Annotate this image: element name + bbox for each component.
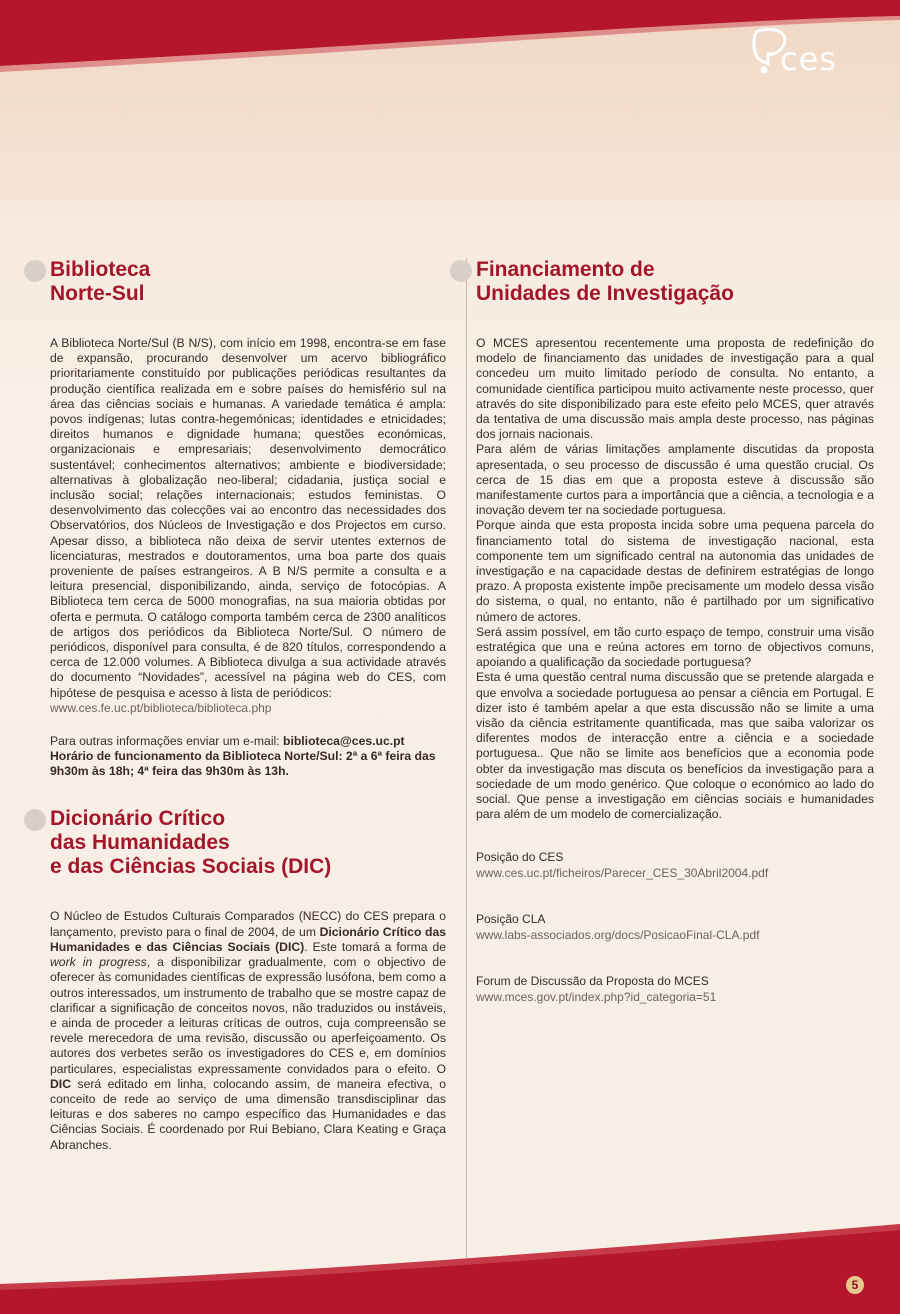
opening-hours: Horário de funcionamento da Biblioteca Norte/Sul: 2ª a 6ª feira das 9h30m às 18h; 4ª feira das 9h30m às 13h. <box>50 749 436 779</box>
link-block <box>476 849 874 881</box>
link-block <box>476 973 874 1005</box>
heading-bullet-icon <box>24 260 46 282</box>
link-url[interactable]: www.labs-associados.org/docs/PosicaoFinal-CLA.pdf <box>476 927 760 942</box>
email-link[interactable]: biblioteca@ces.uc.pt <box>283 733 405 748</box>
dic-text: . Este tomará a forma de <box>304 939 447 954</box>
financiamento-paragraph: Esta é uma questão central numa discussão que se pretende alargada e que envolva a sociedade portuguesa ao pensar a ciência em Portugal. E dizer isto é também apelar a que esta discussão não se limite a uma visão da ciência estritamente quantificada, mas que saiba valorizar os diferentes modos de interacção entre a ciência e a sociedade portuguesa.. Que não se limite aos benefícios que a economia pode obter da investigação mas discuta os benefícios da investigação para a sociedade de um modo genérico. Que coloque o económico ao lado do social. Que pense a investigação em ciências sociais e humanidades para além de um modelo de comercialização. <box>476 670 874 822</box>
link-label: Posição do CES <box>476 849 564 864</box>
heading-line: Dicionário Crítico <box>50 807 226 831</box>
left-column <box>50 258 446 1153</box>
section-heading-dic <box>50 807 446 879</box>
dic-text: O Núcleo de Estudos Culturais Comparados (NECC) do CES prepara o lançamento, previsto para o final de 2004, de um <box>50 909 446 939</box>
link-url[interactable]: www.ces.uc.pt/ficheiros/Parecer_CES_30Abril2004.pdf <box>476 865 769 880</box>
dic-paragraph <box>50 909 446 1152</box>
dic-italic: work in progress <box>50 955 147 970</box>
financiamento-body <box>476 336 874 823</box>
info-prefix: Para outras informações enviar um e-mail: <box>50 733 284 748</box>
link-block <box>476 911 874 943</box>
biblioteca-body <box>50 336 446 716</box>
dic-title-bold: Dicionário Crítico das Humanidades e das Ciências Sociais (DIC) <box>50 924 446 954</box>
heading-line: das Humanidades <box>50 831 230 855</box>
heading-line: e das Ciências Sociais (DIC) <box>50 855 332 879</box>
heading-line: Financiamento de <box>476 258 655 281</box>
ces-logo <box>750 26 850 86</box>
heading-line: Norte-Sul <box>50 282 145 305</box>
financiamento-paragraph: Porque ainda que esta proposta incida sobre uma pequena parcela do financiamento total do sistema de investigação nacional, esta componente tem um significado central na autonomia das unidades de investigação e na capacidade destas de definirem estratégias de longo prazo. A proposta existente impõe precisamente um modelo dessa visão do sistema, o qual, no entanto, não é partilhado por um significativo número de actores. <box>476 518 874 624</box>
heading-line: Unidades de Investigação <box>476 282 734 305</box>
biblioteca-paragraph: A Biblioteca Norte/Sul (B N/S), com início em 1998, encontra-se em fase de expansão, procurando desenvolver um acervo bibliográfico prioritariamente constituído por publicações periódicas resultantes da produção científica realizada em e sobre países do hemisfério sul na área das ciências sociais e humanas. A variedade temática é ampla: povos indígenas; lutas contra-hegemónicas; identidades e etnicidades; direitos humanos e dignidade humana; questões económicas, organizacionais e empresariais; desenvolvimento democrático sustentável; conhecimentos alternativos; ambiente e biodiversidade; alternativas à globalização neo-liberal; cidadania, justiça social e inclusão social; relações internacionais; estudos feministas. O desenvolvimento das colecções vai ao encontro das necessidades dos Observatórios, dos Núcleos de Investigação e dos Projectos em curso. Apesar disso, a biblioteca não deixa de servir utentes externos de licenciaturas, mestrados e doutoramentos, uma boa parte dos quais proveniente de países estrangeiros. A B N/S permite a consulta e a leitura presencial, disponibilizando, ainda, serviço de fotocópias. A Biblioteca tem cerca de 5000 monografias, na sua maioria obtidas por oferta e permuta. O catálogo comporta também cerca de 2300 analíticos de artigos dos periódicos da Biblioteca Norte/Sul. O número de periódicos, disponível para consulta, é de 820 títulos, correspondendo a cerca de 12.000 volumes. A Biblioteca divulga a sua actividade através do documento “Novidades”, acessível na página web do CES, com hipótese de pesquisa e acesso à lista de periódicos: <box>50 336 446 700</box>
biblioteca-info <box>50 734 446 780</box>
financiamento-paragraph: Será assim possível, em tão curto espaço de tempo, construir uma visão estratégica que una e reúna actores em torno de objectivos comuns, apoiando a qualificação da sociedade portuguesa? <box>476 624 874 670</box>
page-number-badge: 5 <box>846 1276 864 1294</box>
heading-line: Biblioteca <box>50 258 151 281</box>
link-url[interactable]: www.mces.gov.pt/index.php?id_categoria=51 <box>476 989 717 1004</box>
link-label: Posição CLA <box>476 911 546 926</box>
dic-section <box>50 807 446 1152</box>
footer-swoosh <box>0 1204 900 1314</box>
dic-text: , a disponibilizar gradualmente, com o objectivo de oferecer às comunidades científicas de expressão lusófona, bem como a outros interessados, um instrumento de trabalho que se mostre capaz de clarificar a significação de conceitos novos, não traduzidos ou instáveis, e ainda de proceder a leituras críticas de outros, cuja compreensão se revele merecedora de uma revisão, discussão ou aperfeiçoamento. Os autores dos verbetes serão os investigadores do CES e, em domínios particulares, especialistas expressamente convidados para o efeito. O <box>50 955 446 1076</box>
dic-body <box>50 909 446 1152</box>
right-column <box>476 258 874 1005</box>
link-label: Forum de Discussão da Proposta do MCES <box>476 973 709 988</box>
biblioteca-url[interactable]: www.ces.fe.uc.pt/biblioteca/biblioteca.php <box>50 700 272 715</box>
section-heading-financiamento <box>476 258 874 306</box>
column-divider <box>466 258 467 1258</box>
dic-abbrev-bold: DIC <box>50 1076 71 1091</box>
dic-text: será editado em linha, colocando assim, de maneira efectiva, o conceito de rede ao serviço de uma dimensão transdisciplinar das leituras e dos saberes no campo específico das Humanidades e das Ciências Sociais. É coordenado por Rui Bebiano, Clara Keating e Graça Abranches. <box>50 1076 446 1152</box>
heading-bullet-icon <box>450 260 472 282</box>
section-heading-biblioteca <box>50 258 446 306</box>
financiamento-paragraph: Para além de várias limitações amplamente discutidas da proposta apresentada, o seu processo de discussão é uma questão crucial. Os cerca de 15 dias em que a proposta esteve à discussão são manifestamente curtos para a importância que a ciência, a tecnologia e a inovação devem ter na sociedade portuguesa. <box>476 442 874 518</box>
financiamento-paragraph: O MCES apresentou recentemente uma proposta de redefinição do modelo de financiamento das unidades de investigação para a qual concedeu um muito limitado período de consulta. No entanto, a comunidade científica participou muito activamente neste processo, quer através do site disponibilizado para este efeito pelo MCES, quer através da tentativa de uma discussão mais ampla deste processo, nas páginas dos jornais nacionais. <box>476 336 874 442</box>
logo-text: ces <box>780 40 837 78</box>
